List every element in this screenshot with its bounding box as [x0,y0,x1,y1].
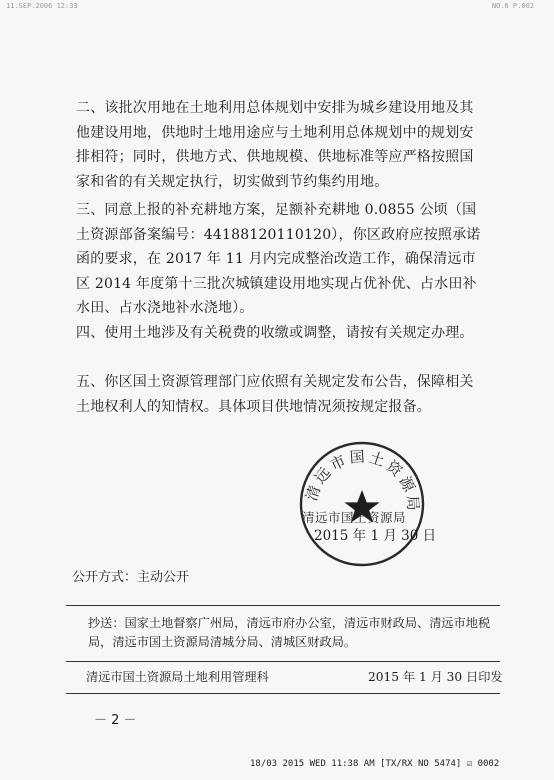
divider-top [66,605,500,606]
signing-org: 清远市国土资源局 [302,510,407,525]
cc-list: 抄送：国家土地督察广州局，清远市府办公室，清远市财政局、清远市地税局，清远市国土资源局清城分局、清城区财政局。 [88,616,491,649]
official-seal [296,438,428,570]
paragraph-4: 四、使用土地涉及有关税费的收缴或调整，请按有关规定办理。 [76,325,474,341]
fax-footer: 18/03 2015 WED 11:38 AM [TX/RX NO 5474] ☑ 0002 [250,759,500,769]
issuing-department: 清远市国土资源局土地利用管理科 [86,670,269,684]
page-number: － 2 － [94,713,137,728]
divider-middle [66,661,500,662]
paragraph-3: 三、同意上报的补充耕地方案，足额补充耕地 0.0855 公顷（国土资源部备案编号：441881201101​20），你区政府应按照承诺函的要求，在 2017 年 11 月内完成整治改造工作，确保清远市区 2014 年度第十三批次城镇建设用地实现占优补优、占水田补水田、占水浇地补水浇地）。 [76,202,481,317]
divider-bottom [66,693,500,694]
disclosure-mode: 公开方式：主动公开 [72,570,190,585]
paragraph-2: 二、该批次用地在土地利用总体规划中安排为城乡建设用地及其他建设用地，供地时土地用途应与土地利用总体规划中的规划安排相符；同时，供地方式、供地规模、供地标准等应严格按照国家和省的有关规定执行，切实做到节约集约用地。 [76,100,474,190]
issue-date: 2015 年 1 月 30 日印发 [368,670,503,684]
fax-header-right: NO.6 P.002 [491,2,534,10]
seal-icon [296,438,428,570]
fax-header-left: 11.SEP.2006 12:33 [6,2,78,10]
seal-ring-text: 清远市国土资源局 [302,447,423,515]
signing-date: 2015 年 1 月 30 日 [314,528,437,544]
paragraph-5: 五、你区国土资源管理部门应依照有关规定发布公告，保障相关土地权利人的知情权。具体项目供地情况须按规定报备。 [76,374,474,415]
